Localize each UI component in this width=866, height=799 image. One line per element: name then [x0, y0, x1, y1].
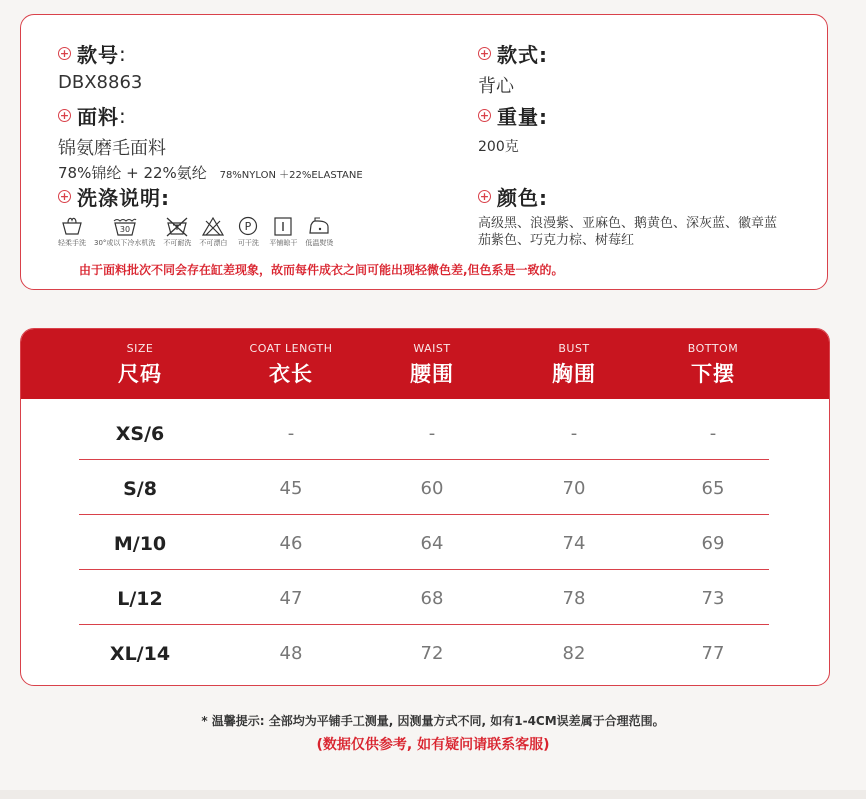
care-caption: 可干洗	[237, 239, 259, 247]
header-coat-length-en: COAT LENGTH	[249, 342, 333, 355]
bust-cell: 82	[562, 643, 586, 664]
style-no-label: 款号	[77, 43, 119, 67]
bust-cell: -	[570, 423, 578, 444]
wash-30-icon	[112, 215, 138, 237]
care-item	[199, 215, 227, 248]
header-waist-cn: 腰围	[410, 362, 454, 386]
header-size-en: SIZE	[126, 342, 154, 355]
colors-line-1: 高级黑、浪漫紫、亚麻色、鹅黄色、深灰蓝、徽章蓝	[478, 216, 778, 231]
header-size	[70, 342, 210, 388]
size-table-header	[21, 329, 829, 399]
fabric-composition	[58, 162, 363, 183]
care-item	[305, 215, 333, 248]
care-label: 洗涤说明:	[77, 186, 170, 210]
coat-length-cell: 47	[279, 588, 303, 609]
size-cell: XS/6	[115, 423, 165, 445]
bottom-cell: -	[709, 423, 717, 444]
weight-value: 200克	[478, 139, 519, 155]
bottom-cell: 73	[701, 588, 725, 609]
header-bust-en: BUST	[558, 342, 590, 355]
bottom-cell: 77	[701, 643, 725, 664]
care-field	[58, 182, 341, 248]
no-dryclean-icon	[164, 215, 190, 237]
size-table	[20, 328, 830, 686]
bottom-band	[0, 790, 866, 799]
care-item	[163, 215, 191, 248]
care-caption: 平铺晾干	[269, 239, 298, 247]
header-bottom	[643, 342, 783, 388]
waist-cell: 72	[420, 643, 444, 664]
colors-value	[478, 215, 798, 249]
style-no-colon: :	[119, 41, 127, 66]
header-size-cn: 尺码	[118, 362, 162, 386]
header-bottom-en: BOTTOM	[687, 342, 739, 355]
style-no-value: DBX8863	[58, 72, 143, 93]
color-variance-warning: 由于面料批次不同会存在缸差现象，故而每件成衣之间可能出现轻微色差,但色系是一致的。	[79, 263, 564, 277]
style-value: 背心	[478, 76, 514, 97]
care-caption: 轻柔手洗	[58, 239, 86, 247]
header-bust-cn: 胸围	[552, 362, 596, 386]
style-field	[478, 39, 548, 98]
table-row	[79, 460, 769, 515]
style-label: 款式:	[497, 43, 548, 67]
low-iron-icon	[306, 215, 332, 237]
wash-temp-text: 30	[119, 225, 130, 234]
care-item	[269, 215, 297, 248]
fabric-colon: :	[119, 103, 127, 128]
plus-circle-icon: +	[479, 47, 490, 60]
care-item	[58, 215, 86, 248]
style-no-field	[58, 39, 142, 93]
dryclean-p-icon	[235, 215, 261, 237]
flat-dry-icon	[270, 215, 296, 237]
care-caption: 不可耐洗	[163, 239, 192, 247]
care-item	[235, 215, 261, 248]
bust-cell: 74	[562, 533, 586, 554]
composition-en: 78%NYLON ＋22%ELASTANE	[219, 170, 363, 181]
waist-cell: 60	[420, 478, 444, 499]
table-row	[79, 570, 769, 625]
header-coat-length	[221, 342, 361, 388]
fabric-field	[58, 101, 363, 183]
composition-cn: 78%锦纶 + 22%氨纶	[58, 164, 207, 182]
coat-length-cell: 46	[279, 533, 303, 554]
plus-circle-icon: +	[59, 47, 70, 60]
reference-note: (数据仅供参考, 如有疑问请联系客服)	[316, 737, 550, 753]
size-cell: M/10	[113, 533, 167, 555]
size-cell: L/12	[117, 588, 163, 610]
header-bottom-cn: 下摆	[691, 362, 735, 386]
table-row	[79, 625, 769, 679]
table-row	[79, 515, 769, 570]
fabric-label: 面料	[77, 105, 119, 129]
bust-cell: 78	[562, 588, 586, 609]
care-icons	[58, 215, 341, 248]
waist-cell: 68	[420, 588, 444, 609]
table-row	[79, 405, 769, 460]
waist-cell: 64	[420, 533, 444, 554]
coat-length-cell: 45	[279, 478, 303, 499]
plus-circle-icon: +	[479, 190, 490, 203]
care-caption: 不可漂白	[199, 239, 228, 247]
gentle-handwash-icon	[59, 215, 85, 237]
header-bust	[504, 342, 644, 388]
fabric-value: 锦氨磨毛面料	[58, 138, 166, 159]
plus-circle-icon: +	[59, 190, 70, 203]
size-cell: S/8	[123, 478, 157, 500]
care-caption: 低温熨烫	[305, 239, 334, 247]
header-coat-length-cn: 衣长	[269, 362, 313, 386]
care-item	[94, 215, 155, 248]
coat-length-cell: -	[287, 423, 295, 444]
coat-length-cell: 48	[279, 643, 303, 664]
header-waist	[362, 342, 502, 388]
weight-label: 重量:	[497, 105, 548, 129]
weight-field	[478, 101, 548, 156]
care-caption: 30°或以下冷水机洗	[94, 239, 156, 247]
plus-circle-icon: +	[59, 109, 70, 122]
dryclean-letter: P	[245, 220, 252, 233]
size-cell: XL/14	[109, 643, 171, 665]
header-waist-en: WAIST	[413, 342, 451, 355]
product-info-card	[20, 14, 828, 290]
no-bleach-icon	[200, 215, 226, 237]
colors-label: 颜色:	[497, 186, 548, 210]
bottom-cell: 65	[701, 478, 725, 499]
bottom-cell: 69	[701, 533, 725, 554]
colors-field	[478, 182, 798, 249]
measurement-tip: * 温馨提示: 全部均为平铺手工测量, 因测量方式不同, 如有1-4CM误差属于合理范围。	[201, 714, 665, 728]
colors-line-2: 茄紫色、巧克力棕、树莓红	[478, 233, 635, 248]
plus-circle-icon: +	[479, 109, 490, 122]
waist-cell: -	[428, 423, 436, 444]
bust-cell: 70	[562, 478, 586, 499]
